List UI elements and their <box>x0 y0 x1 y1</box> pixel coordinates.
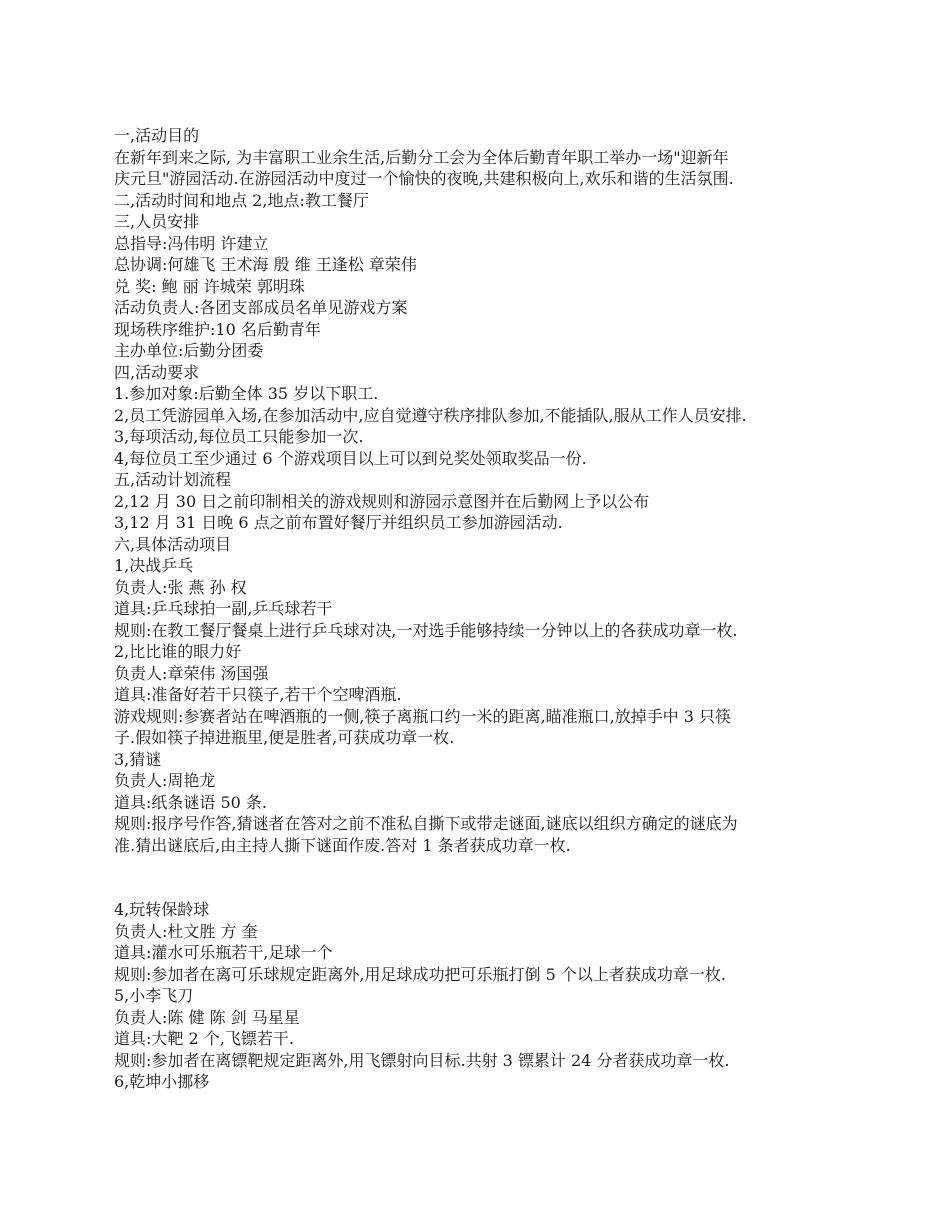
text-line: 1,决战乒乓 <box>114 556 194 575</box>
text-line: 主办单位:后勤分团委 <box>114 341 264 360</box>
text-line: 道具:灌水可乐瓶若干,足球一个 <box>114 943 333 962</box>
text-line: 负责人:陈 健 陈 剑 马星星 <box>114 1007 300 1027</box>
text-line: 四,活动要求 <box>114 362 200 382</box>
paragraph-gap <box>114 856 844 899</box>
text-line: 一,活动目的 <box>114 126 200 145</box>
text-line: 三,人员安排 <box>114 212 200 231</box>
text-line: 二,活动时间和地点 2,地点:教工餐厅 <box>114 190 369 210</box>
text-line: 五,活动计划流程 <box>114 470 232 489</box>
text-line: 负责人:张 燕 孙 权 <box>114 577 247 597</box>
text-line: 规则:在教工餐厅餐桌上进行乒乓球对决,一对选手能够持续一分钟以上的各获成功章一枚. <box>114 620 738 640</box>
document-body <box>114 125 844 1093</box>
text-line: 规则:参加者在离镖靶规定距离外,用飞镖射向目标.共射 3 镖累计 24 分者获成功章一枚. <box>114 1050 730 1070</box>
text-line: 2,员工凭游园单入场,在参加活动中,应自觉遵守秩序排队参加,不能插队,服从工作人员安排. <box>114 405 747 425</box>
text-line: 负责人:杜文胜 方 奎 <box>114 921 258 941</box>
text-line: 负责人:章荣伟 汤国强 <box>114 663 269 683</box>
text-line: 现场秩序维护:10 名后勤青年 <box>114 319 321 339</box>
text-line: 6,乾坤小挪移 <box>114 1072 210 1091</box>
text-line: 4,玩转保龄球 <box>114 900 210 919</box>
text-line: 1.参加对象:后勤全体 35 岁以下职工. <box>114 384 379 403</box>
text-line: 道具:准备好若干只筷子,若干个空啤酒瓶. <box>114 685 402 704</box>
text-line: 总指导:冯伟明 许建立 <box>114 233 269 253</box>
text-line: 5,小李飞刀 <box>114 986 194 1005</box>
text-line: 负责人:周艳龙 <box>114 771 216 790</box>
text-line: 规则:报序号作答,猜谜者在答对之前不准私自撕下或带走谜面,谜底以组织方确定的谜底为 <box>114 814 738 833</box>
text-line: 总协调:何雄飞 王术海 殷 维 王逢松 章荣伟 <box>114 255 417 274</box>
document-section-part2 <box>114 899 844 1093</box>
text-line: 道具:纸条谜语 50 条. <box>114 792 268 812</box>
document-section-part1 <box>114 125 844 856</box>
text-line: 在新年到来之际, 为丰富职工业余生活,后勤分工会为全体后勤青年职工举办一场"迎新年 <box>114 147 729 167</box>
text-line: 道具:大靶 2 个,飞镖若干. <box>114 1029 294 1048</box>
text-line: 4,每位员工至少通过 6 个游戏项目以上可以到兑奖处领取奖品一份. <box>114 448 587 468</box>
text-line: 3,12 月 31 日晚 6 点之前布置好餐厅并组织员工参加游园活动. <box>114 513 563 532</box>
text-line: 准.猜出谜底后,由主持人撕下谜面作废.答对 1 条者获成功章一枚. <box>114 835 571 855</box>
text-line: 活动负责人:各团支部成员名单见游戏方案 <box>114 298 408 317</box>
text-line: 2,比比谁的眼力好 <box>114 642 242 661</box>
text-line: 规则:参加者在离可乐球规定距离外,用足球成功把可乐瓶打倒 5 个以上者获成功章一枚. <box>114 964 726 984</box>
text-line: 3,每项活动,每位员工只能参加一次. <box>114 427 364 446</box>
text-line: 游戏规则:参赛者站在啤酒瓶的一侧,筷子离瓶口约一米的距离,瞄准瓶口,放掉手中 3 只筷 <box>114 706 732 726</box>
text-line: 六,具体活动项目 <box>114 534 232 554</box>
text-line: 庆元旦"游园活动.在游园活动中度过一个愉快的夜晚,共建积极向上,欢乐和谐的生活氛围. <box>114 169 734 188</box>
text-line: 兑 奖: 鲍 丽 许城荣 郭明珠 <box>114 276 305 296</box>
text-line: 道具:乒乓球拍一副,乒乓球若干 <box>114 599 333 618</box>
text-line: 子.假如筷子掉进瓶里,便是胜者,可获成功章一枚. <box>114 728 455 747</box>
text-line: 3,猜谜 <box>114 749 162 769</box>
text-line: 2,12 月 30 日之前印制相关的游戏规则和游园示意图并在后勤网上予以公布 <box>114 491 650 511</box>
